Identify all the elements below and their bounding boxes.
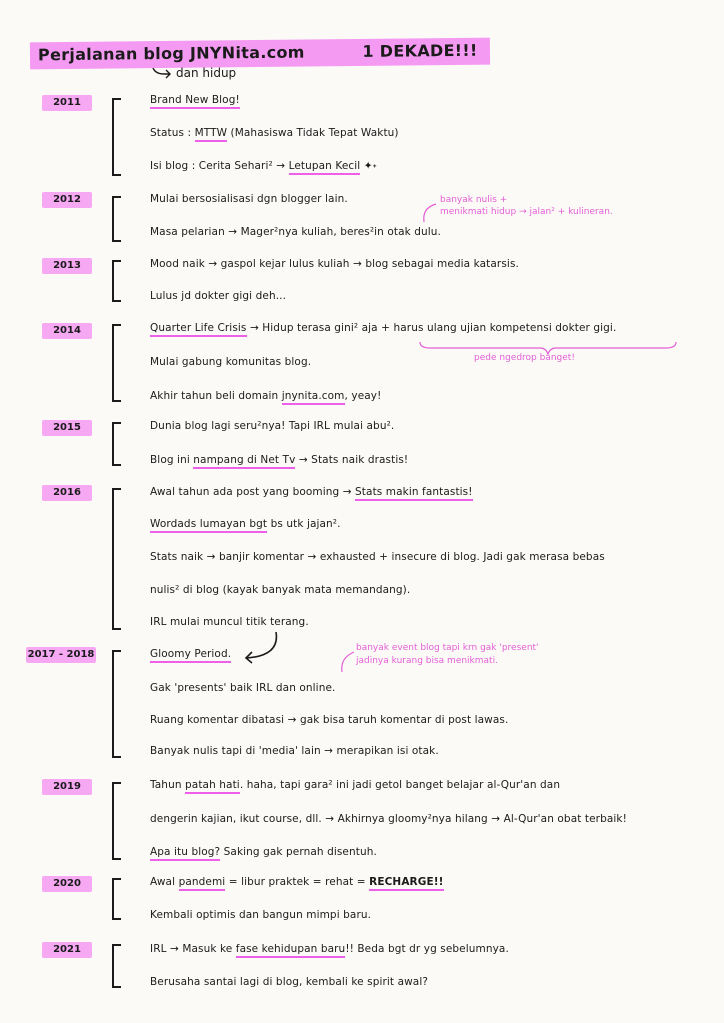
entry-2012-line-2: Masa pelarian → Mager²nya kuliah, beres²in otak dulu.	[150, 226, 441, 238]
status-label: Status :	[150, 127, 192, 139]
entry-2014-line-2: Mulai gabung komunitas blog.	[150, 356, 312, 368]
brand-new-blog-text: Brand New Blog!	[150, 94, 240, 109]
ujian-text: harus ulang ujian kompetensi dokter gigi.	[393, 322, 617, 334]
domain-name: jnynita.com	[282, 390, 345, 405]
year-badge-2013: 2013	[42, 258, 92, 274]
bracket-2019	[108, 780, 122, 862]
entry-2013-line-1: Mood naik → gaspol kejar lulus kuliah → blog sebagai media katarsis.	[150, 258, 519, 270]
jajan-text: bs utk jajan².	[270, 518, 341, 530]
pandemi-text: pandemi	[179, 876, 226, 891]
bracket-2014	[108, 322, 122, 404]
letupan-kecil-text: Letupan Kecil	[289, 160, 361, 175]
entry-2021-line-1	[150, 943, 509, 955]
rehat-text: = libur praktek = rehat =	[228, 876, 366, 888]
stats-naik-text: → Stats naik drastis!	[298, 454, 409, 466]
tahun-text: Tahun	[150, 779, 182, 791]
year-badge-2012: 2012	[42, 192, 92, 208]
entry-2016-line-4: nulis² di blog (kayak banyak mata memandang).	[150, 584, 411, 596]
entry-2017-line-4: Banyak nulis tapi di 'media' lain → merapikan isi otak.	[150, 745, 439, 757]
isi-blog-text: Isi blog : Cerita Sehari² →	[150, 160, 286, 172]
entry-2019-line-1	[150, 779, 560, 791]
entry-2017-line-2: Gak 'presents' baik IRL dan online.	[150, 682, 336, 694]
quarter-life-crisis-text: Quarter Life Crisis	[150, 322, 247, 337]
note-2012-line-1: banyak nulis +	[440, 195, 508, 205]
stats-fantastis-text: Stats makin fantastis!	[355, 486, 473, 501]
entry-2011-line-1	[150, 94, 240, 106]
net-tv-text: nampang di Net Tv	[193, 454, 295, 469]
year-badge-2011: 2011	[42, 95, 92, 111]
hidup-text: → Hidup terasa gini² aja +	[249, 322, 391, 334]
bracket-2012	[108, 194, 122, 244]
bracket-2020	[108, 876, 122, 922]
year-badge-2021: 2021	[42, 942, 92, 958]
entry-2020-line-2: Kembali optimis dan bangun mimpi baru.	[150, 909, 372, 921]
haha-text: . haha, tapi gara² ini jadi getol banget belajar al-Qur'an dan	[239, 779, 561, 791]
year-badge-2016: 2016	[42, 485, 92, 501]
status-value: MTTW	[195, 127, 228, 142]
note-2017-line-1: banyak event blog tapi krn gak 'present'	[356, 643, 539, 653]
year-badge-2014: 2014	[42, 323, 92, 339]
year-badge-2017-2018: 2017 - 2018	[26, 647, 96, 663]
entry-2019-line-2: dengerin kajian, ikut course, dll. → Akhirnya gloomy²nya hilang → Al-Qur'an obat terbaik!	[150, 813, 627, 825]
title-suffix: 1 DEKADE!!!	[362, 40, 478, 61]
blog-ini-text: Blog ini	[150, 454, 190, 466]
fase-baru-text: fase kehidupan baru	[236, 943, 346, 958]
bracket-2011	[108, 96, 122, 178]
entry-2016-line-5: IRL mulai muncul titik terang.	[150, 616, 309, 628]
bracket-2021	[108, 942, 122, 990]
beda-text: !! Beda bgt dr yg sebelumnya.	[345, 943, 509, 955]
subtitle: dan hidup	[176, 66, 237, 80]
awal-text: Awal	[150, 876, 176, 888]
entry-2021-line-2: Berusaha santai lagi di blog, kembali ke spirit awal?	[150, 976, 429, 988]
recharge-text: RECHARGE!!	[369, 876, 443, 891]
title-highlight	[30, 38, 490, 70]
entry-2013-line-2: Lulus jd dokter gigi deh...	[150, 290, 287, 302]
entry-2015-line-1: Dunia blog lagi seru²nya! Tapi IRL mulai abu².	[150, 420, 395, 432]
irl-text: IRL → Masuk ke	[150, 943, 233, 955]
entry-2014-line-1	[150, 322, 616, 334]
gloomy-period-text: Gloomy Period.	[150, 648, 231, 663]
bracket-2016	[108, 486, 122, 632]
status-desc: (Mahasiswa Tidak Tepat Waktu)	[230, 127, 399, 139]
note-2012-line-2: menikmati hidup → jalan² + kulineran.	[440, 207, 613, 217]
gloomy-arrow-icon	[246, 632, 276, 663]
disentuh-text: Saking gak pernah disentuh.	[223, 846, 377, 858]
bracket-2017-2018	[108, 648, 122, 760]
apa-itu-blog-text: Apa itu blog?	[150, 846, 220, 861]
year-badge-2019: 2019	[42, 779, 92, 795]
entry-2012-line-1: Mulai bersosialisasi dgn blogger lain.	[150, 193, 348, 205]
note-2012-arrow-icon	[424, 204, 436, 222]
sparkle-icon: ✦˖	[363, 160, 377, 172]
bracket-2015	[108, 420, 122, 468]
entry-2019-line-3	[150, 846, 377, 858]
note-2017-arrow-icon	[342, 652, 354, 672]
entry-2011-line-3	[150, 160, 377, 172]
entry-2016-line-1	[150, 486, 473, 498]
year-badge-2015: 2015	[42, 420, 92, 436]
entry-2016-line-2	[150, 518, 341, 530]
note-2014: pede ngedrop banget!	[474, 353, 575, 363]
bracket-2013	[108, 258, 122, 304]
entry-2011-line-2	[150, 127, 399, 139]
domain-text: Akhir tahun beli domain	[150, 390, 279, 402]
entry-2017-line-1	[150, 648, 231, 660]
title-text: Perjalanan blog JNYNita.com	[37, 42, 305, 65]
page-title	[30, 40, 490, 67]
entry-2015-line-2	[150, 454, 408, 466]
note-2017-line-2: jadinya kurang bisa menikmati.	[356, 656, 498, 666]
entry-2017-line-3: Ruang komentar dibatasi → gak bisa taruh komentar di post lawas.	[150, 714, 509, 726]
yeay-text: , yeay!	[344, 390, 382, 402]
entry-2014-line-3	[150, 390, 381, 402]
year-badge-2020: 2020	[42, 876, 92, 892]
booming-text: Awal tahun ada post yang booming →	[150, 486, 352, 498]
wordads-text: Wordads lumayan bgt	[150, 518, 267, 533]
entry-2016-line-3: Stats naik → banjir komentar → exhausted + insecure di blog. Jadi gak merasa bebas	[150, 551, 605, 563]
patah-hati-text: patah hati	[185, 779, 240, 794]
entry-2020-line-1	[150, 876, 444, 888]
